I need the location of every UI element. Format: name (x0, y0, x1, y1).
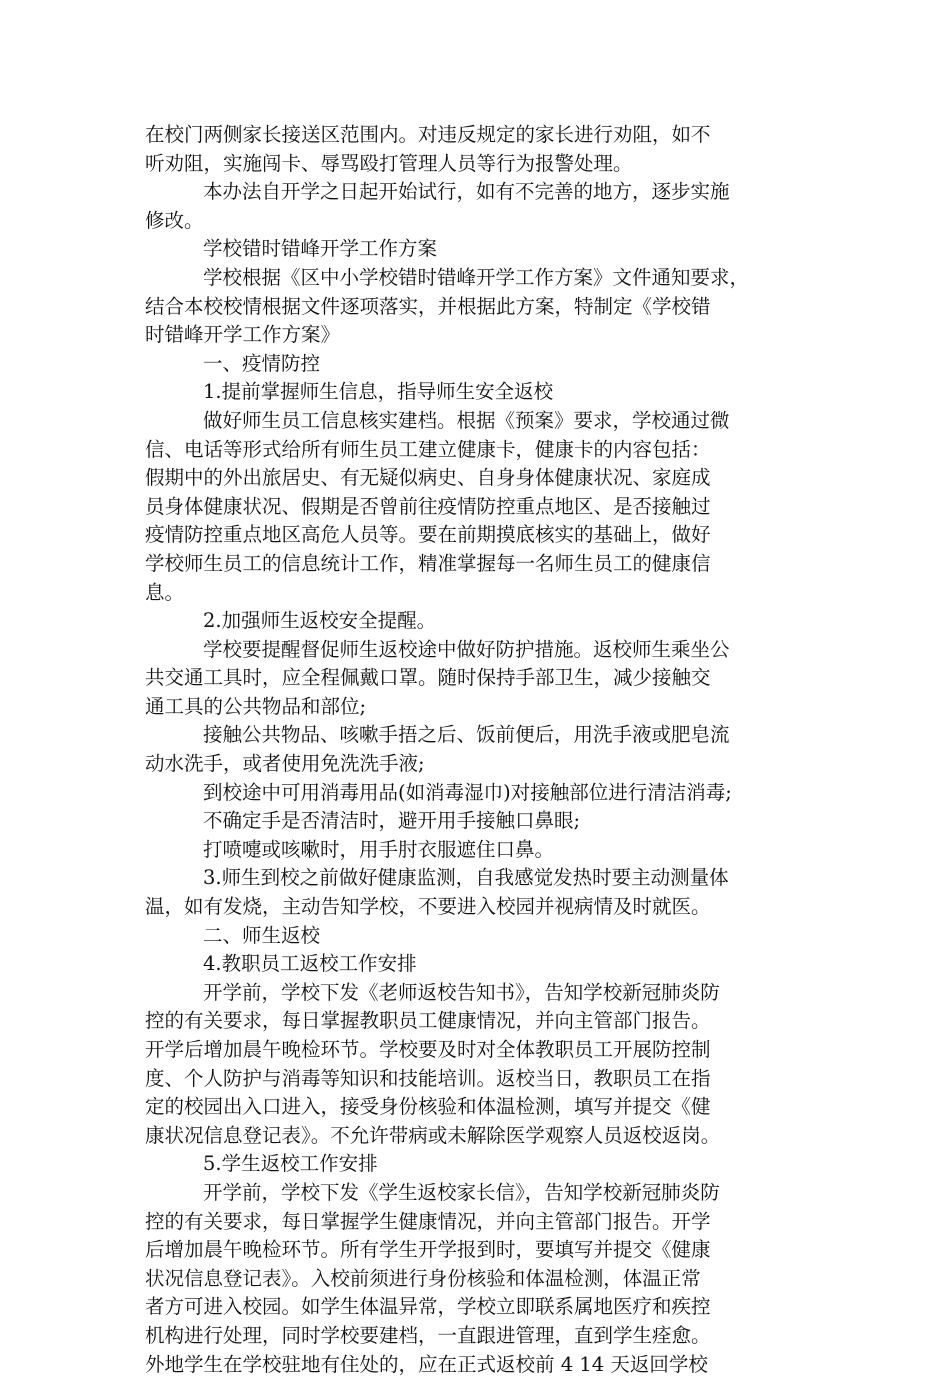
text-line: 学校错时错峰开学工作方案 (203, 237, 438, 261)
text-line: 结合本校校情根据文件逐项落实，并根据此方案，特制定《学校错 (145, 294, 711, 318)
text-line: 3.师生到校之前做好健康监测，自我感觉发热时要主动测量体 (203, 866, 729, 890)
text-line: 不确定手是否清洁时，避开用手接触口鼻眼; (203, 809, 581, 833)
text-line: 外地学生在学校驻地有住处的，应在正式返校前 4 14 天返回学校 (145, 1352, 708, 1376)
text-line: 者方可进入校园。如学生体温异常，学校立即联系属地医疗和疾控 (145, 1295, 711, 1319)
text-line: 疫情防控重点地区高危人员等。要在前期摸底核实的基础上，做好 (145, 523, 711, 547)
text-line: 后增加晨午晚检环节。所有学生开学报到时，要填写并提交《健康 (145, 1238, 711, 1262)
text-line: 信、电话等形式给所有师生员工建立健康卡，健康卡的内容包括： (145, 437, 711, 461)
text-line: 状况信息登记表》。入校前须进行身份核验和体温检测，体温正常 (145, 1266, 701, 1290)
text-line: 学校根据《区中小学校错时错峰开学工作方案》文件通知要求， (203, 265, 750, 289)
text-line: 开学前，学校下发《老师返校告知书》，告知学校新冠肺炎防 (203, 980, 720, 1004)
text-line: 到校途中可用消毒用品(如消毒湿巾)对接触部位进行清洁消毒; (203, 780, 732, 804)
text-line: 机构进行处理，同时学校要建档，一直跟进管理，直到学生痊愈。 (145, 1323, 711, 1347)
text-line: 修改。 (145, 208, 204, 232)
text-line: 5.学生返校工作安排 (203, 1152, 378, 1176)
text-line: 控的有关要求，每日掌握教职员工健康情况，并向主管部门报告。 (145, 1009, 711, 1033)
text-line: 假期中的外出旅居史、有无疑似病史、自身身体健康状况、家庭成 (145, 466, 711, 490)
text-line: 开学后增加晨午晚检环节。学校要及时对全体教职员工开展防控制 (145, 1038, 711, 1061)
text-line: 员身体健康状况、假期是否曾前往疫情防控重点地区、是否接触过 (145, 494, 711, 518)
text-line: 通工具的公共物品和部位; (145, 694, 367, 718)
text-line: 时错峰开学工作方案》 (145, 323, 341, 347)
text-line: 听劝阻，实施闯卡、辱骂殴打管理人员等行为报警处理。 (145, 151, 633, 175)
text-line: 一、疫情防控 (203, 351, 321, 375)
text-line: 在校门两侧家长接送区范围内。对违反规定的家长进行劝阻，如不 (145, 123, 711, 146)
text-line: 控的有关要求，每日掌握学生健康情况，并向主管部门报告。开学 (145, 1209, 711, 1233)
text-line: 接触公共物品、咳嗽手捂之后、饭前便后，用洗手液或肥皂流 (203, 723, 730, 747)
text-line: 温，如有发烧，主动告知学校，不要进入校园并视病情及时就医。 (145, 895, 711, 919)
text-line: 2.加强师生返校安全提醒。 (203, 609, 437, 633)
text-line: 4.教职员工返校工作安排 (203, 952, 417, 976)
text-line: 共交通工具时，应全程佩戴口罩。随时保持手部卫生，减少接触交 (145, 666, 711, 690)
text-line: 开学前，学校下发《学生返校家长信》，告知学校新冠肺炎防 (203, 1180, 720, 1204)
text-line: 1.提前掌握师生信息，指导师生安全返校 (203, 380, 554, 404)
text-line: 康状况信息登记表》。不允许带病或未解除医学观察人员返校返岗。 (145, 1123, 721, 1147)
text-line: 动水洗手，或者使用免洗洗手液; (145, 752, 425, 776)
text-line: 打喷嚏或咳嗽时，用手肘衣服遮住口鼻。 (203, 837, 555, 861)
text-line: 定的校园出入口进入，接受身份核验和体温检测，填写并提交《健 (145, 1095, 711, 1119)
text-line: 学校师生员工的信息统计工作，精准掌握每一名师生员工的健康信 (145, 551, 711, 575)
text-line: 本办法自开学之日起开始试行，如有不完善的地方，逐步实施 (203, 180, 730, 204)
document-body (145, 121, 820, 1379)
text-line: 二、师生返校 (203, 923, 321, 947)
text-line: 做好师生员工信息核实建档。根据《预案》要求，学校通过微 (203, 408, 730, 432)
text-line: 息。 (145, 580, 185, 604)
text-line: 度、个人防护与消毒等知识和技能培训。返校当日，教职员工在指 (145, 1066, 711, 1090)
text-line: 学校要提醒督促师生返校途中做好防护措施。返校师生乘坐公 (203, 637, 730, 661)
